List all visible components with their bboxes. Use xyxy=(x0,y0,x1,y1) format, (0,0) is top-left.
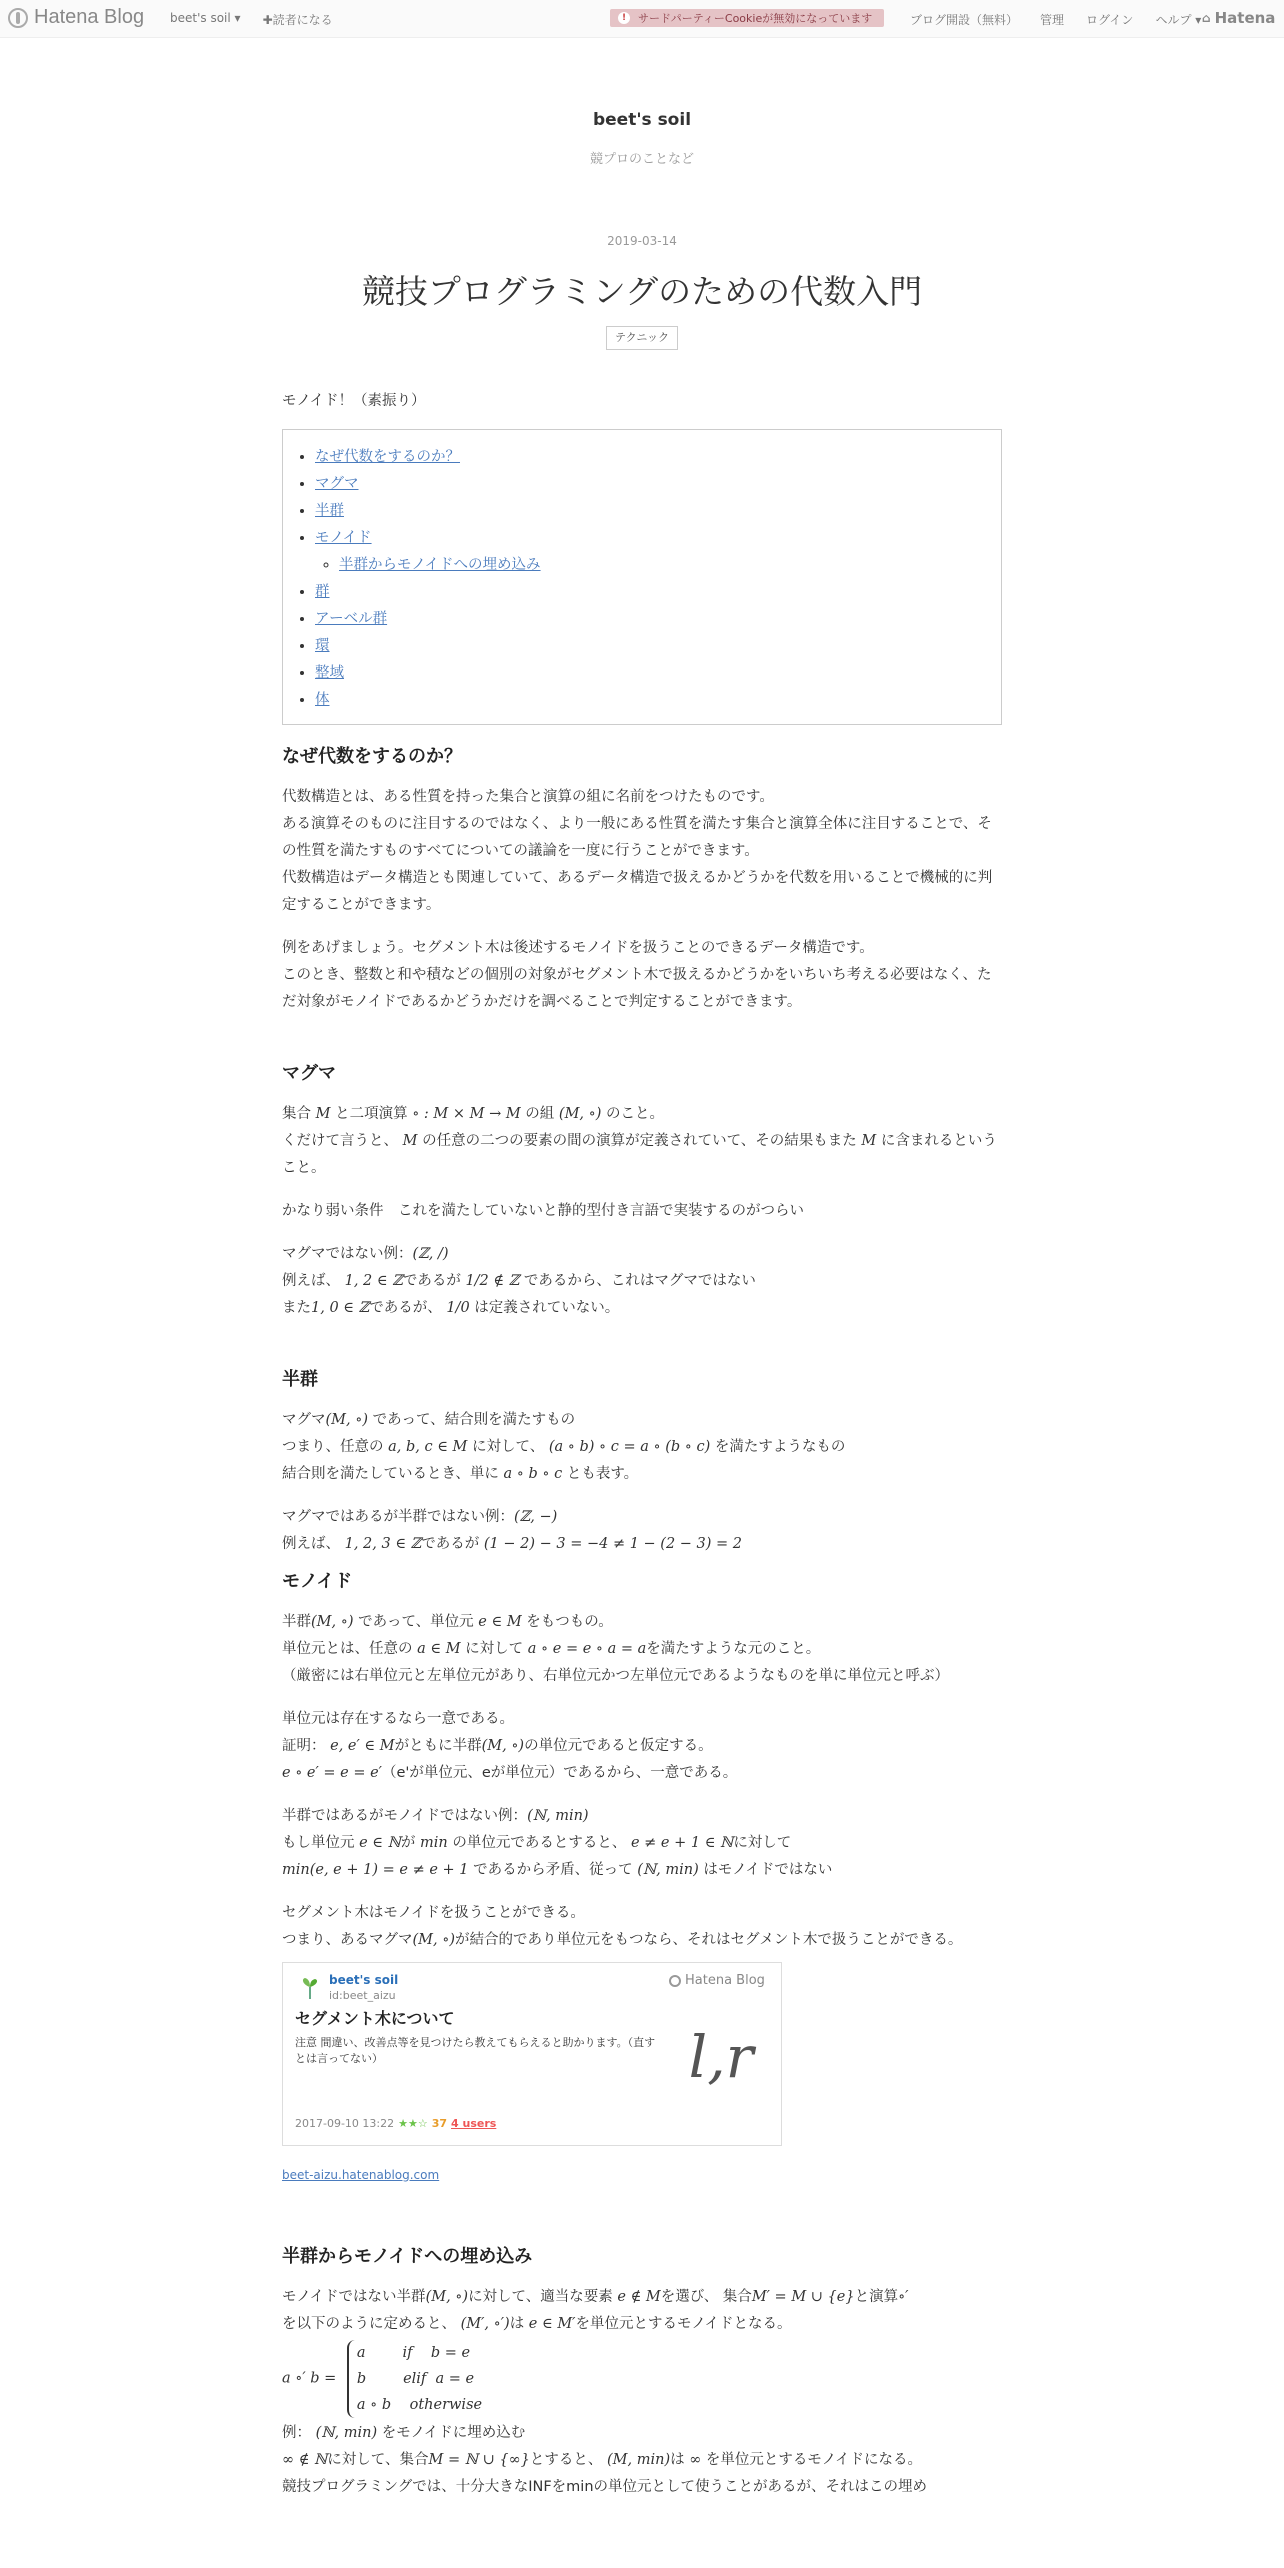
text: マグマ xyxy=(282,1412,326,1428)
login-link[interactable]: ログイン xyxy=(1086,13,1134,27)
entry-content xyxy=(282,388,1002,2517)
star-icon: ★★☆ xyxy=(398,2117,428,2130)
toc-link[interactable]: 体 xyxy=(315,692,330,708)
text: とすると、 xyxy=(529,2452,607,2468)
paragraph xyxy=(282,1241,1002,1322)
text: であるが xyxy=(402,1273,466,1289)
card-user-id: id:beet_aizu xyxy=(329,1989,396,2002)
text: とも表す。 xyxy=(562,1466,639,1482)
text: を単位元とするモノイドになる。 xyxy=(701,2452,922,2468)
text: 半群ではあるがモノイドではない例： xyxy=(282,1808,528,1824)
paragraph xyxy=(282,1706,1002,1787)
hatena-logo-icon xyxy=(8,8,28,28)
section-heading: マグマ xyxy=(282,1063,336,1084)
text: の組 xyxy=(520,1106,559,1122)
hatena-brand-text: Hatena xyxy=(1214,9,1276,27)
text: の任意の二つの要素の間の演算が定義されていて、その結果もまた xyxy=(417,1133,862,1149)
toc-item xyxy=(315,606,969,633)
text: 集合 xyxy=(282,1106,316,1122)
text: もし単位元 xyxy=(282,1835,360,1851)
header-nav-right xyxy=(910,11,1201,28)
blog-description: 競プロのことなど xyxy=(589,152,694,167)
paragraph xyxy=(282,1407,1002,1488)
card-service-name: Hatena Blog xyxy=(685,1973,765,1988)
math: ∞ xyxy=(689,2452,702,2468)
math: (M, ∘) xyxy=(558,1106,602,1122)
toc-link[interactable]: マグマ xyxy=(315,476,359,492)
section-heading: 半群 xyxy=(282,1369,318,1390)
text: に対して xyxy=(460,1641,528,1657)
text: マグマではあるが半群ではない例： xyxy=(282,1509,514,1525)
math: a ∘ e = e ∘ a = a xyxy=(527,1641,647,1657)
math: (M, ∘) xyxy=(425,2289,469,2305)
text: を満たすようなもの xyxy=(710,1439,846,1455)
toc-link[interactable]: 半群からモノイドへの埋め込み xyxy=(339,557,541,573)
section-heading: 半群からモノイドへの埋め込み xyxy=(282,2246,533,2267)
math: (1 − 2) − 3 = −4 ≠ 1 − (2 − 3) = 2 xyxy=(483,1536,743,1552)
paragraph xyxy=(282,1900,1002,1954)
math: M xyxy=(315,1106,331,1122)
text: （厳密には右単位元と左単位元があり、右単位元かつ左単位元であるようなものを単に単位元と呼ぶ） xyxy=(282,1668,949,1684)
math: M xyxy=(861,1133,877,1149)
text: であるが、 xyxy=(369,1300,447,1316)
math: e ∉ M xyxy=(617,2289,661,2305)
intro-text: モノイド！（素振り） xyxy=(282,393,426,409)
text: は xyxy=(670,2452,690,2468)
warning-icon: ! xyxy=(618,12,630,24)
math: 1/0 xyxy=(446,1300,470,1316)
text: と二項演算 xyxy=(330,1106,413,1122)
card-title[interactable]: セグメント木について xyxy=(295,2009,455,2028)
entry-title[interactable]: 競技プログラミングのための代数入門 xyxy=(361,272,923,311)
toc-link[interactable]: アーベル群 xyxy=(315,611,388,627)
toc-link[interactable]: 群 xyxy=(315,584,330,600)
text: ある演算そのものに注目するのではなく、より一般にある性質を満たす集合と演算全体に注目することで、その性質を満たすものすべてについての議論を一度に行うことができます。 xyxy=(282,816,992,859)
math: (M, ∘) xyxy=(325,1412,368,1428)
toc-link[interactable]: モノイド xyxy=(315,530,372,546)
math: e ∈ M xyxy=(478,1614,522,1630)
card-user-name[interactable]: beet's soil xyxy=(329,1973,399,1987)
blog-title[interactable]: beet's soil xyxy=(592,110,692,130)
text: に対して xyxy=(733,1835,792,1851)
paragraph xyxy=(282,935,1002,1016)
embedded-blog-card[interactable] xyxy=(282,1962,782,2146)
paragraph: かなり弱い条件 これを満たしていないと静的型付き言語で実装するのがつらい xyxy=(282,1203,804,1219)
toc-item xyxy=(315,525,969,579)
text: つまり、任意の xyxy=(282,1439,389,1455)
math: ∞ ∉ ℕ xyxy=(282,2452,328,2468)
text: であるから、これはマグマではない xyxy=(519,1273,756,1289)
logo-text: Hatena Blog xyxy=(34,6,145,28)
math: ∘ : M × M → M xyxy=(412,1106,521,1122)
math: min(e, e + 1) = e ≠ e + 1 xyxy=(282,1862,469,1878)
math: (ℕ, min) xyxy=(527,1808,589,1824)
text: の単位元であるとすると、 xyxy=(447,1835,631,1851)
table-of-contents xyxy=(282,429,1002,725)
toc-item xyxy=(315,687,969,714)
math: (ℤ, −) xyxy=(514,1509,558,1525)
math: (M, ∘) xyxy=(412,1932,455,1948)
blog-menu-link[interactable]: beet's soil ▾ xyxy=(170,11,241,25)
card-service xyxy=(669,1973,765,1989)
text: の単位元であると仮定する。 xyxy=(524,1738,713,1754)
text: がともに半群 xyxy=(394,1738,482,1754)
text: 例： xyxy=(282,2425,316,2441)
card-description: 注意 間違い、改善点等を見つけたら教えてもらえると助かります。（直すとは言ってない） xyxy=(295,2036,656,2065)
math: M = ℕ ∪ {∞} xyxy=(428,2452,530,2468)
math: (ℕ, min) xyxy=(637,1862,699,1878)
source-link[interactable]: beet-aizu.hatenablog.com xyxy=(282,2168,440,2182)
header-nav-left xyxy=(170,11,333,28)
toc-item xyxy=(315,444,969,471)
case-row: a ∘ b otherwise xyxy=(356,2397,483,2413)
card-footer xyxy=(295,2117,496,2131)
text: くだけて言うと、 xyxy=(282,1133,403,1149)
text: に対して、集合 xyxy=(327,2452,429,2468)
cookie-notice[interactable] xyxy=(610,9,884,27)
text: であって、単位元 xyxy=(353,1614,479,1630)
text: 半群 xyxy=(282,1614,311,1630)
math: e ∈ ℕ xyxy=(359,1835,401,1851)
leaf-avatar-icon xyxy=(297,1975,323,2001)
math: e ∘ e′ = e = e′ xyxy=(282,1765,382,1781)
text: （e'が単位元、eが単位元）であるから、一意である。 xyxy=(381,1765,738,1781)
math: 1/2 ∉ ℤ xyxy=(465,1273,520,1289)
math: 1, 2 ∈ ℤ xyxy=(344,1273,403,1289)
math: e ≠ e + 1 ∈ ℕ xyxy=(630,1835,734,1851)
text: であって、結合則を満たすもの xyxy=(368,1412,576,1428)
text: はモノイドではない xyxy=(698,1862,833,1878)
text: 競技プログラミングでは、十分大きなINFをminの単位元として使うことがあるが、それはこの埋め xyxy=(282,2479,928,2495)
text: に対して、 xyxy=(467,1439,549,1455)
text: 例えば、 xyxy=(282,1536,345,1552)
text: セグメント木はモノイドを扱うことができる。 xyxy=(282,1905,585,1921)
paragraph xyxy=(282,1101,1002,1182)
text: 単位元とは、任意の xyxy=(282,1641,418,1657)
toc-item xyxy=(315,633,969,660)
case-row: b elif a = e xyxy=(356,2371,475,2387)
hatena-blog-logo[interactable] xyxy=(8,6,144,29)
text: が xyxy=(400,1835,421,1851)
math: a ∘′ b = xyxy=(282,2370,337,2387)
text: 証明： xyxy=(282,1738,331,1754)
math: (M, min) xyxy=(607,2452,671,2468)
text: が結合的であり単位元をもつなら、それはセグメント木で扱うことができる。 xyxy=(455,1932,963,1948)
toc-item xyxy=(315,579,969,606)
text: を選び、 集合 xyxy=(660,2289,752,2305)
text: また xyxy=(282,1300,311,1316)
text: 代数構造とは、ある性質を持った集合と演算の組に名前をつけたものです。 xyxy=(282,789,774,805)
text: 単位元は存在するなら一意である。 xyxy=(282,1711,514,1727)
text: 代数構造はデータ構造とも関連していて、あるデータ構造で扱えるかどうかを代数を用いることで機械的に判定することができます。 xyxy=(282,870,993,913)
case-list xyxy=(347,2340,482,2418)
math: 1, 0 ∈ ℤ xyxy=(311,1300,370,1316)
text: このとき、整数と和や積などの個別の対象がセグメント木で扱えるかどうかをいちいち考える必要はなく、ただ対象がモノイドであるかどうかだけを調べることで判定することができます。 xyxy=(282,967,992,1010)
paragraph xyxy=(282,1504,1002,1558)
text: に対して、適当な要素 xyxy=(468,2289,618,2305)
case-row: a if b = e xyxy=(356,2345,471,2361)
entry-date[interactable]: 2019-03-14 xyxy=(607,234,677,248)
text: は定義されていない。 xyxy=(469,1300,620,1316)
global-header xyxy=(0,0,1284,38)
toc-link[interactable]: 整域 xyxy=(315,665,344,681)
math: a, b, c ∈ M xyxy=(388,1439,468,1455)
admin-link[interactable]: 管理 xyxy=(1040,13,1065,27)
math: M′ = M ∪ {e} xyxy=(751,2289,855,2305)
paragraph xyxy=(282,1803,1002,1884)
case-definition xyxy=(282,2340,1002,2418)
text: のこと。 xyxy=(601,1106,665,1122)
paragraph xyxy=(282,1609,1002,1690)
hatena-brand-link[interactable] xyxy=(1202,9,1275,27)
section-heading: なぜ代数をするのか？ xyxy=(282,746,462,767)
text: であるから矛盾、従って xyxy=(468,1862,638,1878)
text: を単位元とするモノイドとなる。 xyxy=(575,2316,792,2332)
text: モノイドではない半群 xyxy=(282,2289,426,2305)
section-heading: モノイド xyxy=(282,1571,353,1592)
math: (M′, ∘′) xyxy=(460,2316,510,2332)
text: を満たすような元のこと。 xyxy=(646,1641,821,1657)
star-count: 37 xyxy=(431,2117,448,2130)
card-date: 2017-09-10 13:22 xyxy=(295,2117,395,2130)
text: と演算 xyxy=(854,2289,899,2305)
text: をもつもの。 xyxy=(521,1614,613,1630)
toc-link[interactable]: なぜ代数をするのか？ xyxy=(315,449,460,465)
text: 例をあげましょう。セグメント木は後述するモノイドを扱うことのできるデータ構造です。 xyxy=(282,940,874,956)
math: (ℕ, min) xyxy=(315,2425,378,2441)
math: M xyxy=(402,1133,418,1149)
paragraph xyxy=(282,2284,1002,2338)
math: min xyxy=(420,1835,448,1851)
text: であるが xyxy=(421,1536,484,1552)
math: ∘′ xyxy=(898,2289,909,2305)
toc-link[interactable]: 半群 xyxy=(315,503,344,519)
text: は xyxy=(509,2316,529,2332)
paragraph xyxy=(282,784,1002,919)
toc-item xyxy=(315,498,969,525)
math: (ℤ, /) xyxy=(412,1246,449,1262)
card-thumbnail: l,r xyxy=(688,2023,754,2091)
cookie-notice-text: サードパーティーCookieが無効になっています xyxy=(638,12,873,25)
category-tag[interactable]: テクニック xyxy=(606,326,678,350)
text: をモノイドに埋め込む xyxy=(377,2425,526,2441)
math: 1, 2, 3 ∈ ℤ xyxy=(344,1536,422,1552)
help-menu[interactable]: ヘルプ ▾ xyxy=(1155,13,1202,27)
text: 結合則を満たしているとき、単に xyxy=(282,1466,504,1482)
toc-link[interactable]: 環 xyxy=(315,638,330,654)
text: 例えば、 xyxy=(282,1273,345,1289)
text: を以下のように定めると、 xyxy=(282,2316,461,2332)
math: (M, ∘) xyxy=(311,1614,354,1630)
math: (a ∘ b) ∘ c = a ∘ (b ∘ c) xyxy=(548,1439,711,1455)
subscribe-button[interactable]: ✚読者になる xyxy=(262,13,333,27)
math: (M, ∘) xyxy=(481,1738,525,1754)
math: e, e′ ∈ M xyxy=(330,1738,395,1754)
bookmark-users-link[interactable]: 4 users xyxy=(451,2117,497,2130)
text: に含まれるということ。 xyxy=(282,1133,997,1176)
math: a ∈ M xyxy=(417,1641,461,1657)
text: つまり、あるマグマ xyxy=(282,1932,413,1948)
open-blog-link[interactable]: ブログ開設（無料） xyxy=(910,13,1019,27)
paragraph xyxy=(282,2420,1002,2501)
toc-subitem xyxy=(339,552,969,579)
math: a ∘ b ∘ c xyxy=(503,1466,563,1482)
hatena-logo-icon xyxy=(669,1975,681,1987)
math: e ∈ M′ xyxy=(528,2316,576,2332)
text: マグマではない例： xyxy=(282,1246,413,1262)
hatena-mark-icon: ⌂ xyxy=(1202,11,1211,25)
toc-item xyxy=(315,471,969,498)
toc-item xyxy=(315,660,969,687)
